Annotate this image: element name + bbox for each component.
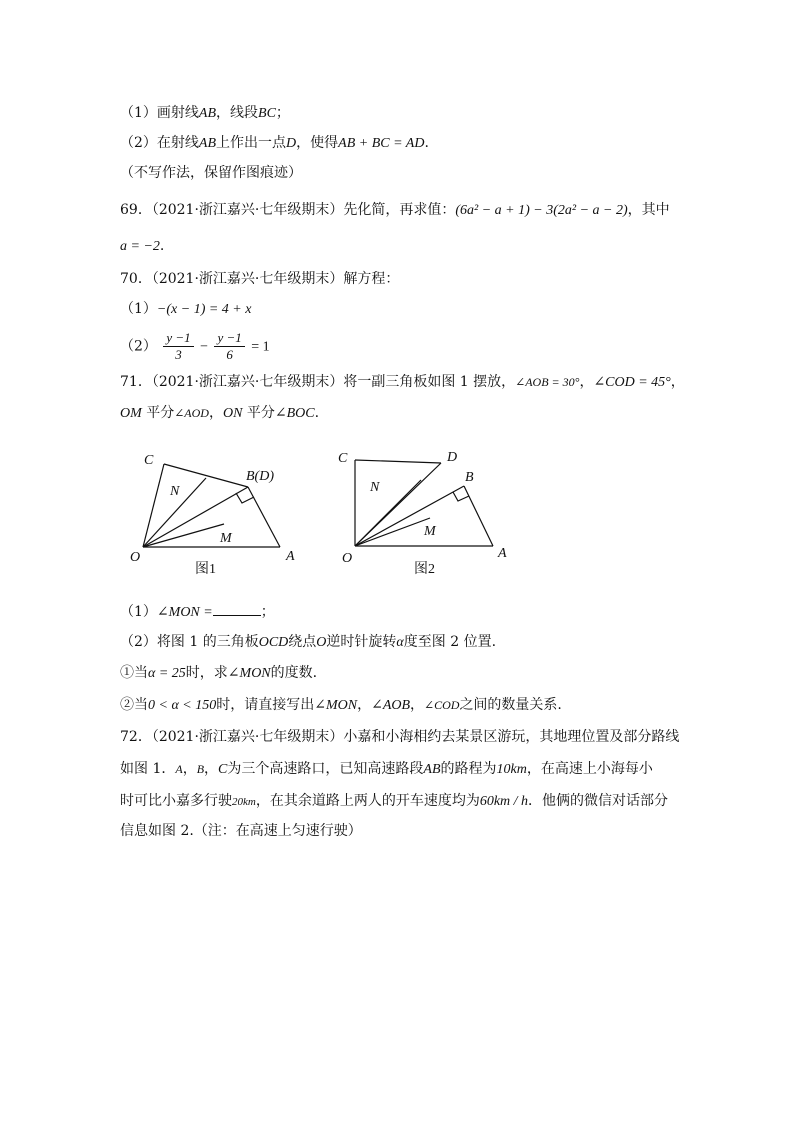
question-72 xyxy=(120,727,679,747)
text: ， xyxy=(204,761,219,777)
text: . xyxy=(314,405,320,421)
label-o: O xyxy=(342,551,353,566)
math-angle-cod: ∠COD xyxy=(424,698,460,712)
math-angle-mon: ∠MON = xyxy=(156,605,213,620)
text: （1） xyxy=(120,301,157,317)
label-a: A xyxy=(286,549,295,564)
math-extra-distance: 20km xyxy=(232,796,256,808)
text: ， xyxy=(357,697,372,713)
figure-2-caption: 图2 xyxy=(414,562,435,577)
math-ocd: OCD xyxy=(258,635,289,650)
question-69-expression: (6a² − a + 1) − 3(2a² − a − 2) xyxy=(455,203,628,218)
text: 时，请直接写出 xyxy=(216,697,315,713)
text: = 1 xyxy=(251,339,270,355)
text: ，在其余道路上两人的开车速度均为 xyxy=(255,793,480,809)
math-equation: AB + BC = AD xyxy=(338,136,425,151)
line-ob xyxy=(143,487,248,547)
question-69-cont xyxy=(120,236,164,257)
math-distance: 10km xyxy=(496,762,527,777)
text: 上作出一点 xyxy=(216,135,287,151)
figure-2 xyxy=(330,440,530,585)
text: （2） xyxy=(120,338,157,355)
text: ，使得 xyxy=(296,135,339,151)
question-72-line2 xyxy=(120,759,653,780)
math-angle-mon: ∠MON xyxy=(227,666,271,681)
label-m: M xyxy=(424,524,436,539)
line-cd xyxy=(355,460,441,463)
text: 时，求 xyxy=(185,665,228,681)
math-speed: 60km / h xyxy=(479,794,529,809)
line-oc xyxy=(143,464,164,547)
math-ab: AB xyxy=(423,762,441,777)
label-n: N xyxy=(370,480,380,495)
math-alpha-value: α = 25 xyxy=(148,666,186,681)
text: − xyxy=(200,339,209,355)
text: （2）在射线 xyxy=(120,135,199,151)
question-71-part2 xyxy=(120,632,496,653)
label-d: D xyxy=(447,450,458,465)
question-69-stem: 69．（2021·浙江嘉兴·七年级期末）先化简，再求值： xyxy=(120,202,456,218)
text: ②当 xyxy=(120,697,148,713)
math-a-value: a = −2 xyxy=(120,239,160,254)
figure-1 xyxy=(120,440,320,585)
ray-om xyxy=(355,518,430,546)
math-angle-boc: ∠BOC xyxy=(274,406,315,421)
math-d: D xyxy=(286,136,297,151)
text: （2）将图 1 的三角板 xyxy=(120,634,259,650)
text: （1） xyxy=(120,604,157,620)
math-angle-mon: ∠MON xyxy=(314,698,358,713)
math-c: C xyxy=(218,762,228,777)
line-ba xyxy=(248,487,280,547)
question-70-part1 xyxy=(120,299,251,320)
label-o: O xyxy=(130,550,141,565)
text: 度至图 2 位置. xyxy=(403,634,497,650)
answer-blank[interactable] xyxy=(213,601,261,616)
note-line: （不写作法，保留作图痕迹） xyxy=(120,165,302,181)
text: ， xyxy=(182,761,197,777)
label-a: A xyxy=(498,546,507,561)
text: 的路程为 xyxy=(440,761,497,777)
text: ， xyxy=(410,697,425,713)
text: ，线段 xyxy=(216,105,259,121)
question-71-sub2 xyxy=(120,695,562,716)
math-alpha-range: 0 < α < 150 xyxy=(148,698,217,713)
task-2-line xyxy=(120,133,429,154)
math-o: O xyxy=(316,635,327,650)
right-angle-mark xyxy=(236,493,254,503)
text: 的度数. xyxy=(270,665,318,681)
math-alpha: α xyxy=(396,635,404,650)
text: . xyxy=(424,135,429,151)
question-72-line3 xyxy=(120,791,668,812)
task-1-line xyxy=(120,103,290,124)
text: 如图 1． xyxy=(120,761,176,777)
text: 平分 xyxy=(141,405,175,421)
text: 时可比小嘉多行驶 xyxy=(120,793,232,809)
math-ab: AB xyxy=(198,106,217,121)
text: 绕点 xyxy=(288,634,317,650)
text: ； xyxy=(275,105,290,121)
math-angle-cod: ∠COD = 45° xyxy=(593,375,671,390)
question-70-part2 xyxy=(120,330,270,364)
question-71-sub1 xyxy=(120,663,317,684)
label-b-d: B(D) xyxy=(246,469,274,484)
text: 逆时针旋转 xyxy=(326,634,397,650)
text: ，其中 xyxy=(627,202,670,218)
math-angle-aod: ∠AOD xyxy=(174,406,209,420)
question-72-line4: 信息如图 2.（注：在高速上匀速行驶） xyxy=(120,823,362,839)
fraction-1: $\frac{y -1}{3}$ xyxy=(163,330,193,363)
ray-on xyxy=(355,480,421,546)
right-angle-mark xyxy=(453,492,469,501)
text: ．他俩的微信对话部分 xyxy=(528,793,669,809)
math-om: OM xyxy=(120,406,142,421)
label-n: N xyxy=(170,484,180,499)
text: ， xyxy=(208,405,223,421)
math-a: A xyxy=(175,762,183,776)
line-ob xyxy=(355,486,464,546)
question-72-stem: 72．（2021·浙江嘉兴·七年级期末）小嘉和小海相约去某景区游玩，其地理位置及部分路线 xyxy=(120,729,680,745)
text: 之间的数量关系. xyxy=(459,697,562,713)
question-71-part1 xyxy=(120,601,275,623)
math-equation: −(x − 1) = 4 + x xyxy=(156,302,252,317)
text: ， xyxy=(670,374,685,390)
label-m: M xyxy=(220,531,232,546)
question-70: 70．（2021·浙江嘉兴·七年级期末）解方程： xyxy=(120,271,400,287)
text: ， xyxy=(579,374,594,390)
fraction-2: $\frac{y -1}{6}$ xyxy=(214,330,244,363)
text: （1）画射线 xyxy=(120,105,199,121)
math-angle-aob: ∠AOB = 30° xyxy=(515,375,580,389)
math-bc: BC xyxy=(258,106,276,121)
math-on: ON xyxy=(222,406,243,421)
text: 为三个高速路口，已知高速路段 xyxy=(227,761,424,777)
text: 平分 xyxy=(242,405,275,421)
text: ； xyxy=(260,604,275,620)
question-69 xyxy=(120,200,670,221)
text: ①当 xyxy=(120,665,148,681)
question-71 xyxy=(120,372,685,393)
ray-om xyxy=(143,524,224,547)
text: ，在高速上小海每小 xyxy=(526,761,653,777)
label-c: C xyxy=(144,453,154,468)
math-b: B xyxy=(196,762,205,776)
label-c: C xyxy=(338,451,348,466)
label-b: B xyxy=(465,470,474,485)
figure-1-caption: 图1 xyxy=(195,562,216,577)
text: . xyxy=(159,238,165,254)
question-71-cont xyxy=(120,403,319,424)
line-ba xyxy=(464,486,493,546)
math-angle-aob: ∠AOB xyxy=(371,698,411,713)
question-71-stem: 71．（2021·浙江嘉兴·七年级期末）将一副三角板如图 1 摆放， xyxy=(120,374,516,390)
math-ab: AB xyxy=(198,136,217,151)
